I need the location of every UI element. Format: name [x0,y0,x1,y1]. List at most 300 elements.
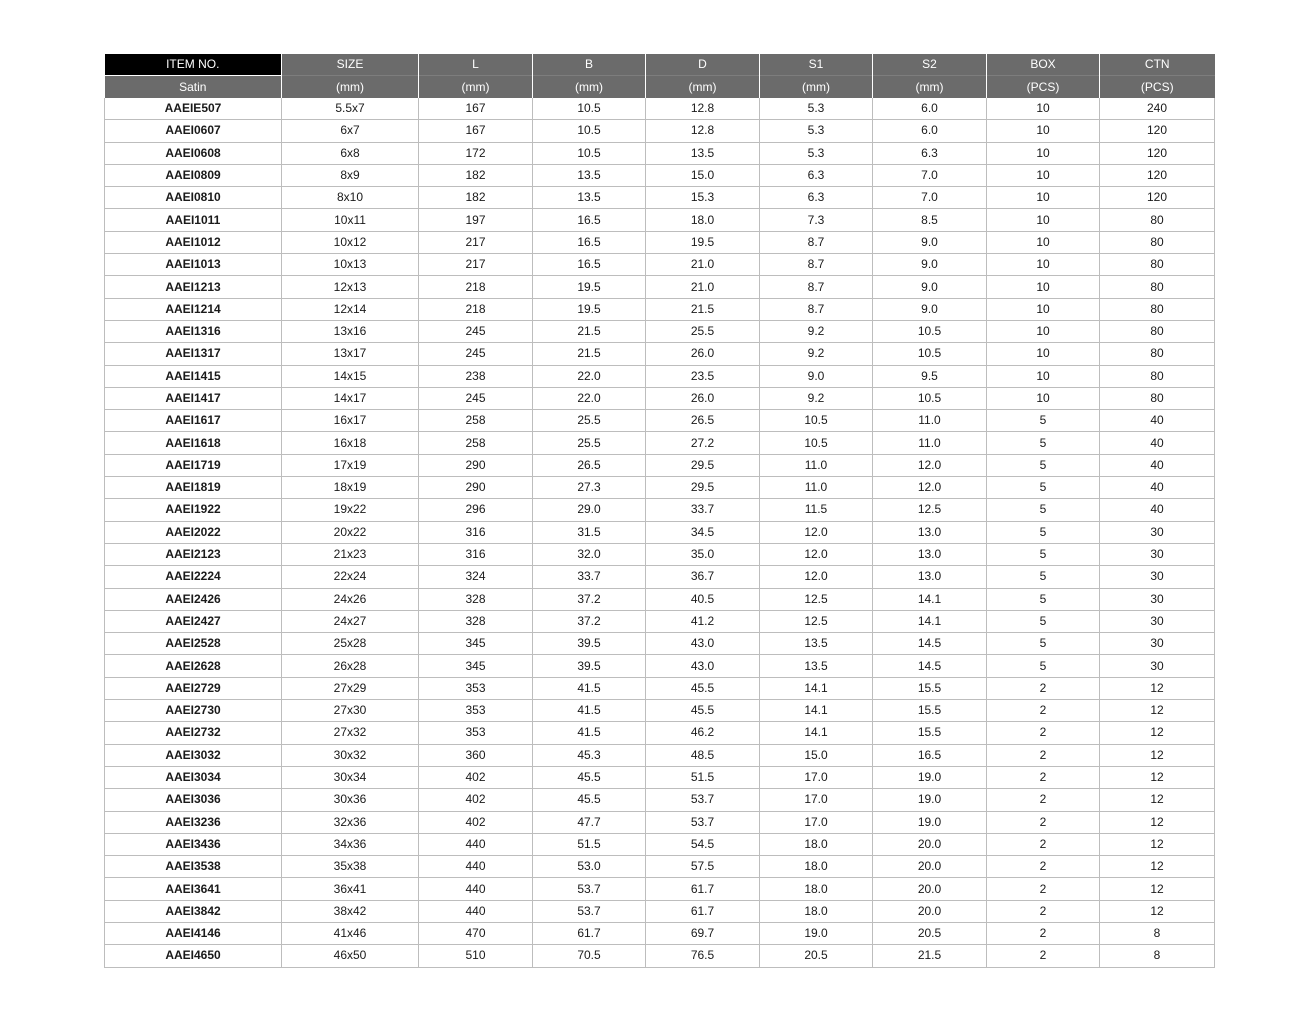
header-l: L [419,54,533,76]
cell-d: 69.7 [646,922,760,944]
cell-s2: 19.0 [873,789,987,811]
cell-b: 21.5 [533,343,646,365]
cell-l: 197 [419,209,533,231]
cell-ctn: 12 [1100,856,1215,878]
cell-item-no: AAEI1317 [105,343,282,365]
header-size-unit: (mm) [282,76,419,99]
cell-ctn: 12 [1100,744,1215,766]
cell-s2: 9.0 [873,254,987,276]
cell-b: 13.5 [533,164,646,186]
cell-s1: 18.0 [760,900,873,922]
cell-item-no: AAEI1415 [105,365,282,387]
cell-size: 10x12 [282,231,419,253]
cell-size: 10x13 [282,254,419,276]
cell-d: 43.0 [646,655,760,677]
header-row-units [105,76,1215,99]
cell-b: 22.0 [533,365,646,387]
cell-size: 6x8 [282,142,419,164]
cell-size: 17x19 [282,454,419,476]
cell-s1: 10.5 [760,432,873,454]
cell-l: 402 [419,811,533,833]
cell-s1: 8.7 [760,254,873,276]
cell-b: 53.7 [533,900,646,922]
table-row [105,98,1215,120]
cell-s1: 8.7 [760,298,873,320]
cell-b: 39.5 [533,655,646,677]
cell-l: 182 [419,164,533,186]
cell-ctn: 120 [1100,164,1215,186]
cell-s2: 16.5 [873,744,987,766]
cell-b: 61.7 [533,922,646,944]
cell-d: 26.0 [646,387,760,409]
cell-box: 10 [987,298,1100,320]
cell-size: 16x18 [282,432,419,454]
cell-d: 19.5 [646,231,760,253]
cell-b: 39.5 [533,633,646,655]
table-row [105,231,1215,253]
cell-ctn: 120 [1100,187,1215,209]
header-d: D [646,54,760,76]
header-size: SIZE [282,54,419,76]
header-s2: S2 [873,54,987,76]
table-body [105,98,1215,967]
cell-item-no: AAEI1618 [105,432,282,454]
cell-d: 25.5 [646,320,760,342]
table-header [105,54,1215,98]
cell-b: 53.0 [533,856,646,878]
cell-size: 6x7 [282,120,419,142]
cell-d: 48.5 [646,744,760,766]
cell-box: 10 [987,120,1100,142]
cell-l: 167 [419,98,533,120]
table-row [105,677,1215,699]
table-row [105,521,1215,543]
cell-item-no: AAEI2426 [105,588,282,610]
cell-ctn: 12 [1100,811,1215,833]
spec-table [104,54,1215,968]
table-row [105,164,1215,186]
cell-s1: 14.1 [760,677,873,699]
table-row [105,655,1215,677]
cell-item-no: AAEI1213 [105,276,282,298]
cell-s2: 15.5 [873,677,987,699]
cell-size: 32x36 [282,811,419,833]
cell-size: 21x23 [282,543,419,565]
cell-s1: 14.1 [760,722,873,744]
cell-l: 218 [419,276,533,298]
cell-item-no: AAEI3842 [105,900,282,922]
cell-box: 2 [987,856,1100,878]
cell-ctn: 120 [1100,120,1215,142]
cell-box: 2 [987,789,1100,811]
header-ctn-unit: (PCS) [1100,76,1215,99]
cell-ctn: 12 [1100,766,1215,788]
cell-size: 35x38 [282,856,419,878]
cell-ctn: 12 [1100,900,1215,922]
cell-b: 45.5 [533,766,646,788]
cell-l: 324 [419,566,533,588]
cell-b: 41.5 [533,677,646,699]
header-item-no: ITEM NO. [105,54,282,76]
cell-s2: 20.0 [873,878,987,900]
cell-l: 182 [419,187,533,209]
cell-b: 10.5 [533,142,646,164]
cell-s2: 7.0 [873,187,987,209]
cell-ctn: 40 [1100,410,1215,432]
cell-l: 217 [419,231,533,253]
cell-size: 22x24 [282,566,419,588]
cell-d: 35.0 [646,543,760,565]
cell-size: 34x36 [282,833,419,855]
cell-s1: 15.0 [760,744,873,766]
cell-s2: 12.0 [873,454,987,476]
cell-s2: 19.0 [873,811,987,833]
cell-s2: 9.0 [873,298,987,320]
cell-ctn: 30 [1100,566,1215,588]
cell-size: 18x19 [282,477,419,499]
cell-item-no: AAEI2224 [105,566,282,588]
cell-s1: 18.0 [760,833,873,855]
cell-size: 27x32 [282,722,419,744]
cell-l: 238 [419,365,533,387]
cell-b: 21.5 [533,320,646,342]
cell-box: 2 [987,766,1100,788]
cell-b: 27.3 [533,477,646,499]
cell-size: 12x14 [282,298,419,320]
header-finish: Satin [105,76,282,99]
table-row [105,387,1215,409]
cell-s2: 15.5 [873,722,987,744]
table-row [105,320,1215,342]
cell-b: 41.5 [533,700,646,722]
cell-s2: 21.5 [873,945,987,967]
cell-d: 12.8 [646,98,760,120]
header-s2-unit: (mm) [873,76,987,99]
cell-b: 70.5 [533,945,646,967]
cell-ctn: 12 [1100,878,1215,900]
cell-ctn: 30 [1100,543,1215,565]
cell-item-no: AAEIE507 [105,98,282,120]
cell-size: 14x15 [282,365,419,387]
cell-box: 10 [987,164,1100,186]
table-row [105,254,1215,276]
cell-s2: 20.5 [873,922,987,944]
cell-size: 5.5x7 [282,98,419,120]
cell-b: 37.2 [533,588,646,610]
cell-s2: 13.0 [873,521,987,543]
cell-s1: 12.5 [760,588,873,610]
cell-s1: 5.3 [760,142,873,164]
cell-s1: 9.0 [760,365,873,387]
cell-box: 5 [987,410,1100,432]
cell-box: 2 [987,700,1100,722]
cell-box: 5 [987,432,1100,454]
header-b-unit: (mm) [533,76,646,99]
cell-b: 25.5 [533,432,646,454]
cell-box: 10 [987,387,1100,409]
cell-d: 36.7 [646,566,760,588]
cell-b: 16.5 [533,254,646,276]
header-b: B [533,54,646,76]
cell-box: 2 [987,722,1100,744]
cell-b: 41.5 [533,722,646,744]
table-row [105,209,1215,231]
cell-b: 32.0 [533,543,646,565]
cell-b: 25.5 [533,410,646,432]
cell-l: 258 [419,432,533,454]
cell-box: 2 [987,677,1100,699]
cell-l: 316 [419,543,533,565]
cell-size: 16x17 [282,410,419,432]
cell-size: 10x11 [282,209,419,231]
cell-b: 22.0 [533,387,646,409]
cell-size: 13x17 [282,343,419,365]
cell-s2: 11.0 [873,432,987,454]
cell-ctn: 80 [1100,231,1215,253]
cell-ctn: 240 [1100,98,1215,120]
cell-d: 15.0 [646,164,760,186]
cell-l: 470 [419,922,533,944]
cell-item-no: AAEI2628 [105,655,282,677]
cell-item-no: AAEI0810 [105,187,282,209]
table-row [105,811,1215,833]
table-row [105,945,1215,967]
cell-d: 41.2 [646,610,760,632]
cell-d: 45.5 [646,677,760,699]
cell-box: 10 [987,142,1100,164]
cell-ctn: 30 [1100,655,1215,677]
cell-s2: 20.0 [873,833,987,855]
table-row [105,833,1215,855]
cell-box: 5 [987,566,1100,588]
cell-item-no: AAEI4650 [105,945,282,967]
table-row [105,633,1215,655]
cell-d: 29.5 [646,477,760,499]
cell-size: 24x27 [282,610,419,632]
table-row [105,343,1215,365]
cell-box: 5 [987,655,1100,677]
cell-box: 10 [987,365,1100,387]
cell-l: 353 [419,700,533,722]
cell-size: 41x46 [282,922,419,944]
cell-s2: 6.0 [873,98,987,120]
header-row-labels [105,54,1215,76]
cell-item-no: AAEI2732 [105,722,282,744]
cell-l: 218 [419,298,533,320]
table-row [105,722,1215,744]
cell-d: 61.7 [646,878,760,900]
cell-b: 45.3 [533,744,646,766]
cell-box: 10 [987,320,1100,342]
cell-item-no: AAEI3034 [105,766,282,788]
header-s1-unit: (mm) [760,76,873,99]
cell-ctn: 80 [1100,298,1215,320]
cell-b: 45.5 [533,789,646,811]
cell-d: 26.5 [646,410,760,432]
cell-s2: 10.5 [873,320,987,342]
cell-ctn: 80 [1100,387,1215,409]
cell-s2: 14.1 [873,588,987,610]
cell-ctn: 12 [1100,833,1215,855]
table-row [105,432,1215,454]
cell-size: 19x22 [282,499,419,521]
cell-b: 19.5 [533,276,646,298]
cell-s2: 8.5 [873,209,987,231]
cell-s1: 8.7 [760,276,873,298]
cell-s2: 9.0 [873,276,987,298]
cell-b: 29.0 [533,499,646,521]
cell-box: 5 [987,521,1100,543]
cell-s1: 9.2 [760,320,873,342]
cell-s2: 6.3 [873,142,987,164]
cell-d: 34.5 [646,521,760,543]
cell-item-no: AAEI3236 [105,811,282,833]
cell-d: 40.5 [646,588,760,610]
cell-b: 31.5 [533,521,646,543]
cell-s1: 18.0 [760,878,873,900]
cell-item-no: AAEI2022 [105,521,282,543]
cell-box: 5 [987,543,1100,565]
cell-l: 510 [419,945,533,967]
cell-b: 53.7 [533,878,646,900]
cell-size: 30x36 [282,789,419,811]
table-row [105,477,1215,499]
cell-box: 10 [987,254,1100,276]
cell-box: 10 [987,343,1100,365]
cell-item-no: AAEI1012 [105,231,282,253]
cell-s2: 13.0 [873,543,987,565]
cell-s2: 13.0 [873,566,987,588]
cell-s1: 6.3 [760,187,873,209]
cell-s1: 13.5 [760,655,873,677]
cell-ctn: 30 [1100,633,1215,655]
cell-size: 27x29 [282,677,419,699]
cell-l: 440 [419,878,533,900]
cell-d: 61.7 [646,900,760,922]
cell-d: 53.7 [646,789,760,811]
cell-l: 245 [419,320,533,342]
cell-ctn: 80 [1100,320,1215,342]
table-row [105,410,1215,432]
cell-ctn: 30 [1100,610,1215,632]
cell-l: 167 [419,120,533,142]
cell-s2: 20.0 [873,856,987,878]
cell-item-no: AAEI4146 [105,922,282,944]
cell-s2: 10.5 [873,387,987,409]
cell-d: 33.7 [646,499,760,521]
cell-item-no: AAEI1922 [105,499,282,521]
cell-size: 46x50 [282,945,419,967]
cell-ctn: 120 [1100,142,1215,164]
cell-size: 20x22 [282,521,419,543]
cell-d: 57.5 [646,856,760,878]
cell-ctn: 80 [1100,365,1215,387]
table-row [105,766,1215,788]
cell-ctn: 12 [1100,789,1215,811]
cell-s1: 11.0 [760,454,873,476]
cell-s2: 6.0 [873,120,987,142]
cell-s2: 12.0 [873,477,987,499]
cell-item-no: AAEI0608 [105,142,282,164]
table-row [105,566,1215,588]
header-ctn: CTN [1100,54,1215,76]
cell-b: 16.5 [533,209,646,231]
cell-s2: 14.5 [873,655,987,677]
table-row [105,789,1215,811]
cell-s1: 10.5 [760,410,873,432]
cell-l: 345 [419,633,533,655]
cell-s2: 15.5 [873,700,987,722]
cell-box: 10 [987,231,1100,253]
cell-s2: 14.5 [873,633,987,655]
cell-box: 2 [987,878,1100,900]
cell-s1: 14.1 [760,700,873,722]
table-row [105,276,1215,298]
table-row [105,900,1215,922]
cell-s2: 14.1 [873,610,987,632]
cell-d: 18.0 [646,209,760,231]
cell-l: 360 [419,744,533,766]
cell-box: 2 [987,922,1100,944]
cell-d: 51.5 [646,766,760,788]
cell-size: 30x32 [282,744,419,766]
cell-item-no: AAEI3036 [105,789,282,811]
cell-ctn: 30 [1100,588,1215,610]
table-row [105,187,1215,209]
cell-d: 46.2 [646,722,760,744]
cell-b: 10.5 [533,120,646,142]
cell-box: 2 [987,945,1100,967]
cell-l: 402 [419,789,533,811]
cell-b: 16.5 [533,231,646,253]
cell-item-no: AAEI2729 [105,677,282,699]
cell-s1: 17.0 [760,811,873,833]
cell-s2: 11.0 [873,410,987,432]
cell-box: 5 [987,477,1100,499]
cell-ctn: 80 [1100,276,1215,298]
cell-s1: 11.5 [760,499,873,521]
cell-item-no: AAEI3436 [105,833,282,855]
cell-ctn: 8 [1100,922,1215,944]
cell-d: 53.7 [646,811,760,833]
cell-s1: 8.7 [760,231,873,253]
cell-size: 24x26 [282,588,419,610]
cell-s2: 20.0 [873,900,987,922]
table-row [105,454,1215,476]
cell-s1: 11.0 [760,477,873,499]
header-s1: S1 [760,54,873,76]
cell-item-no: AAEI1011 [105,209,282,231]
cell-ctn: 12 [1100,677,1215,699]
cell-l: 316 [419,521,533,543]
cell-box: 5 [987,610,1100,632]
cell-d: 21.5 [646,298,760,320]
table-row [105,142,1215,164]
cell-s1: 12.0 [760,566,873,588]
cell-d: 21.0 [646,276,760,298]
table-row [105,588,1215,610]
cell-ctn: 40 [1100,454,1215,476]
cell-item-no: AAEI1617 [105,410,282,432]
cell-d: 29.5 [646,454,760,476]
cell-l: 217 [419,254,533,276]
cell-ctn: 40 [1100,432,1215,454]
cell-box: 5 [987,633,1100,655]
cell-box: 5 [987,454,1100,476]
cell-s1: 20.5 [760,945,873,967]
cell-size: 13x16 [282,320,419,342]
cell-l: 440 [419,856,533,878]
